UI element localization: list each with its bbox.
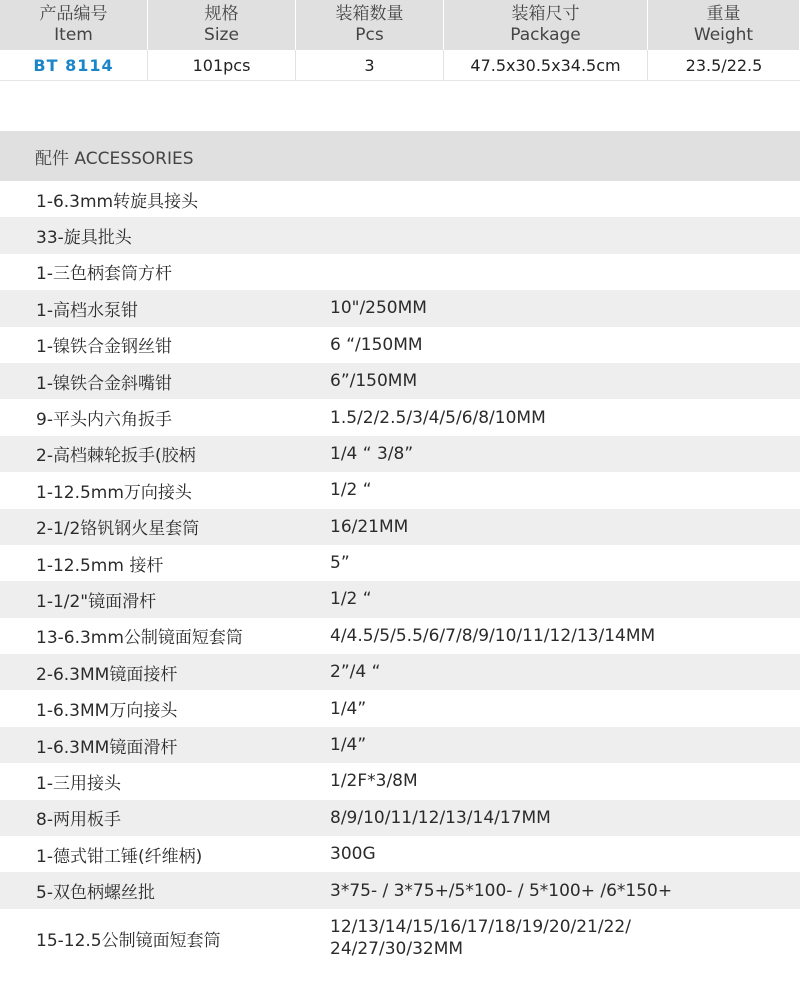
accessory-name: 1-三色柄套筒方杆 bbox=[36, 264, 172, 285]
accessory-name: 8-两用板手 bbox=[36, 810, 121, 831]
accessory-spec: 4/4.5/5/5.5/6/7/8/9/10/11/12/13/14MM bbox=[330, 625, 656, 646]
accessory-name: 1-高档水泵钳 bbox=[36, 300, 138, 321]
accessory-spec: 8/9/10/11/12/13/14/17MM bbox=[330, 807, 551, 828]
accessory-row bbox=[0, 327, 800, 363]
spec-table bbox=[0, 0, 800, 81]
accessory-spec: 1/4” bbox=[330, 735, 367, 756]
accessory-row bbox=[0, 909, 800, 968]
cell-package: 47.5x30.5x34.5cm bbox=[444, 50, 648, 81]
accessory-spec: 12/13/14/15/16/17/18/19/20/21/22/ 24/27/30/32MM bbox=[330, 917, 631, 960]
accessory-name: 33-旋具批头 bbox=[36, 228, 132, 249]
accessory-name: 2-高档棘轮扳手(胶柄 bbox=[36, 446, 196, 467]
accessory-row bbox=[0, 727, 800, 763]
accessory-row bbox=[0, 836, 800, 872]
accessory-spec: 5” bbox=[330, 553, 350, 574]
accessory-name: 5-双色柄螺丝批 bbox=[36, 883, 155, 904]
header-pcs-cn: 装箱数量 bbox=[335, 4, 404, 24]
accessory-row bbox=[0, 254, 800, 290]
accessory-row bbox=[0, 872, 800, 908]
accessory-spec: 1.5/2/2.5/3/4/5/6/8/10MM bbox=[330, 407, 546, 428]
accessory-spec: 16/21MM bbox=[330, 516, 409, 537]
accessory-name: 1-德式钳工锤(纤维柄) bbox=[36, 846, 203, 867]
accessories-list bbox=[0, 181, 800, 968]
cell-size: 101pcs bbox=[148, 50, 296, 81]
header-item-en: Item bbox=[54, 25, 93, 45]
header-weight-cn: 重量 bbox=[706, 4, 741, 24]
accessory-name: 1-6.3mm转旋具接头 bbox=[36, 191, 199, 212]
header-package bbox=[444, 0, 648, 50]
header-weight bbox=[648, 0, 800, 50]
header-item-cn: 产品编号 bbox=[39, 4, 108, 24]
accessory-spec: 1/4” bbox=[330, 698, 367, 719]
accessory-name: 2-6.3MM镜面接杆 bbox=[36, 664, 178, 685]
accessory-name: 1-12.5mm万向接头 bbox=[36, 482, 192, 503]
header-size-cn: 规格 bbox=[204, 4, 239, 24]
accessory-spec: 1/4 “ 3/8” bbox=[330, 443, 414, 464]
header-pcs-en: Pcs bbox=[355, 25, 384, 45]
accessory-spec: 1/2 “ bbox=[330, 480, 372, 501]
accessory-row bbox=[0, 581, 800, 617]
accessory-row bbox=[0, 290, 800, 326]
accessory-name: 1-镍铁合金钢丝钳 bbox=[36, 337, 172, 358]
accessory-spec: 6 “/150MM bbox=[330, 334, 423, 355]
header-pcs bbox=[296, 0, 444, 50]
accessory-name: 1-6.3MM万向接头 bbox=[36, 701, 178, 722]
accessory-row bbox=[0, 509, 800, 545]
cell-item: BT 8114 bbox=[0, 50, 148, 81]
accessory-spec: 6”/150MM bbox=[330, 371, 418, 392]
accessory-row bbox=[0, 399, 800, 435]
accessory-spec: 2”/4 “ bbox=[330, 662, 381, 683]
accessory-spec: 1/2F*3/8M bbox=[330, 771, 418, 792]
accessory-row bbox=[0, 217, 800, 253]
accessory-name: 1-镍铁合金斜嘴钳 bbox=[36, 373, 172, 394]
header-weight-en: Weight bbox=[693, 25, 754, 45]
header-size-en: Size bbox=[204, 25, 239, 45]
header-package-cn: 装箱尺寸 bbox=[511, 4, 580, 24]
cell-pcs: 3 bbox=[296, 50, 444, 81]
accessory-name: 1-12.5mm 接杆 bbox=[36, 555, 164, 576]
header-package-en: Package bbox=[510, 25, 581, 45]
accessory-row bbox=[0, 472, 800, 508]
accessory-spec: 10"/250MM bbox=[330, 298, 427, 319]
accessory-name: 1-三用接头 bbox=[36, 773, 121, 794]
accessory-spec: 300G bbox=[330, 844, 376, 865]
accessory-spec: 1/2 “ bbox=[330, 589, 372, 610]
accessory-row bbox=[0, 545, 800, 581]
header-item bbox=[0, 0, 148, 50]
accessory-row bbox=[0, 363, 800, 399]
cell-weight: 23.5/22.5 bbox=[648, 50, 800, 81]
header-size bbox=[148, 0, 296, 50]
accessory-row bbox=[0, 436, 800, 472]
accessory-row bbox=[0, 800, 800, 836]
accessory-name: 1-6.3MM镜面滑杆 bbox=[36, 737, 178, 758]
accessory-name: 2-1/2铬钒钢火星套筒 bbox=[36, 519, 200, 540]
accessory-name: 13-6.3mm公制镜面短套筒 bbox=[36, 628, 243, 649]
accessory-name: 1-1/2"镜面滑杆 bbox=[36, 591, 157, 612]
accessory-spec: 3*75- / 3*75+/5*100- / 5*100+ /6*150+ bbox=[330, 880, 673, 901]
accessory-name: 15-12.5公制镜面短套筒 bbox=[36, 930, 221, 951]
accessories-title: 配件 ACCESSORIES bbox=[0, 131, 800, 181]
accessory-name: 9-平头内六角扳手 bbox=[36, 410, 172, 431]
accessory-row bbox=[0, 618, 800, 654]
accessories-section bbox=[0, 131, 800, 968]
accessory-row bbox=[0, 181, 800, 217]
accessory-row bbox=[0, 763, 800, 799]
accessory-row bbox=[0, 690, 800, 726]
accessory-row bbox=[0, 654, 800, 690]
